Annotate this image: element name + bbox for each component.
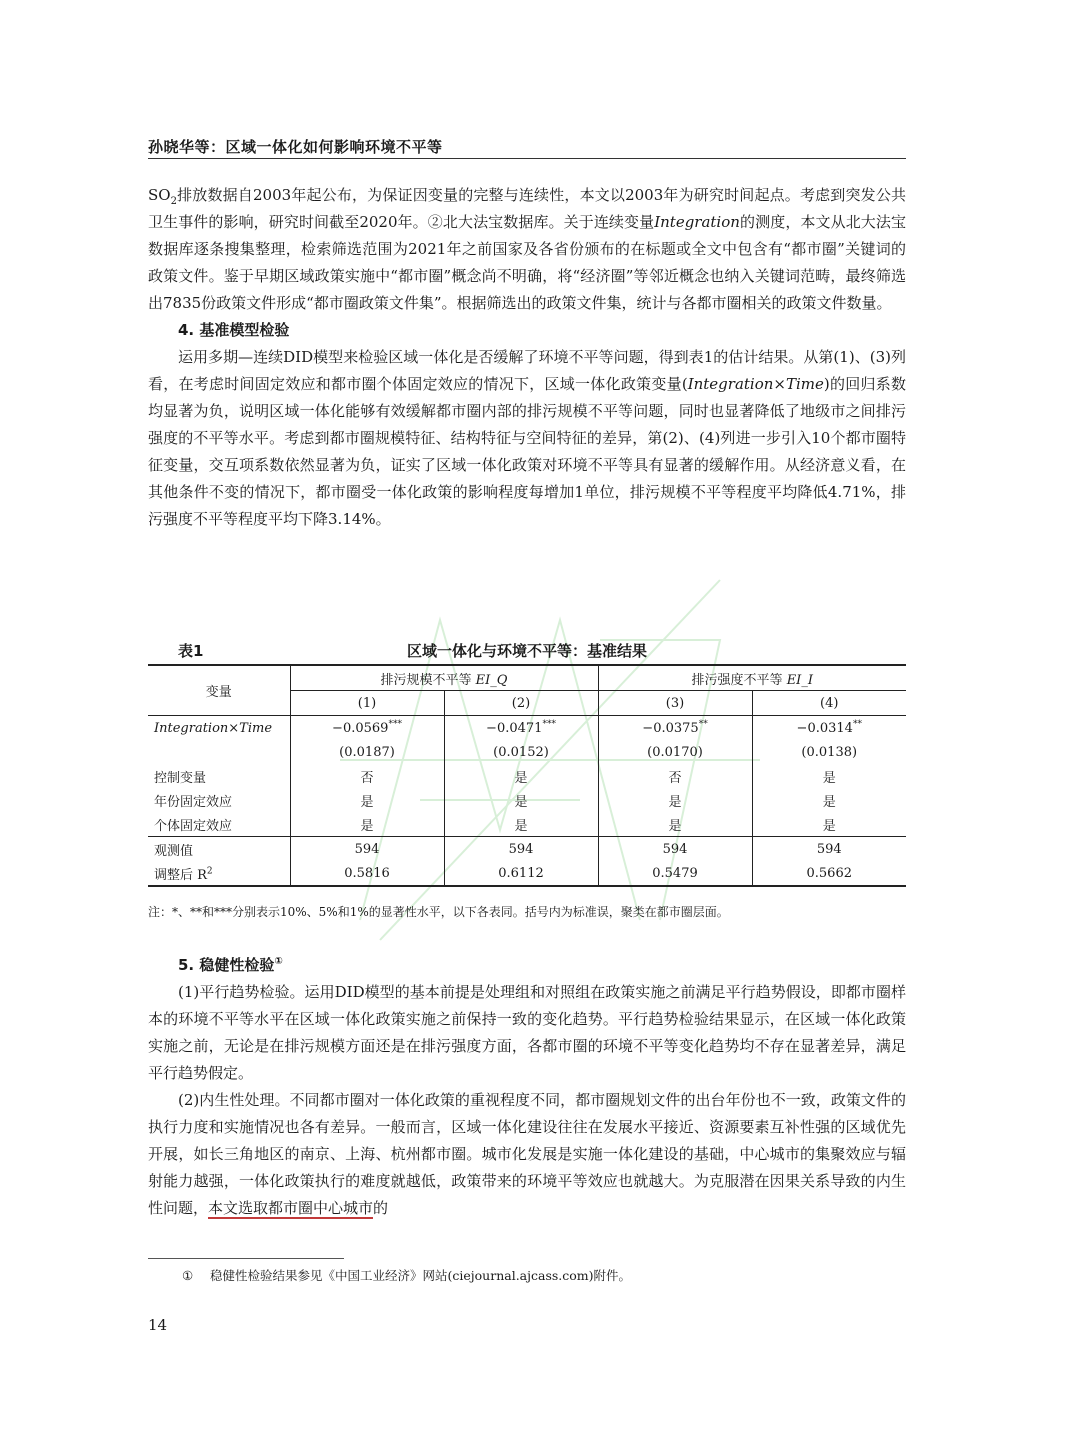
coef-row <box>148 716 906 741</box>
col-number: (3) <box>598 691 752 716</box>
running-header: 孙晓华等：区域一体化如何影响环境不平等 <box>148 138 443 156</box>
obs-row: 观测值 594 594 594 594 <box>148 837 906 862</box>
footnote-rule <box>148 1258 344 1259</box>
se-cell: (0.0138) <box>752 740 906 764</box>
group-header-eii: 排污强度不平等 EI_I <box>598 665 906 691</box>
table-title: 区域一体化与环境不平等：基准结果 <box>406 642 647 660</box>
group-header-eiq: 排污规模不平等 EI_Q <box>290 665 598 691</box>
page-number: 14 <box>148 1316 168 1334</box>
paragraph-endogeneity: (2)内生性处理。不同都市圈对一体化政策的重视程度不同，都市圈规划文件的出台年份也不一致，政策文件的执行力度和实施情况也各有差异。一般而言，区域一体化建设往往在发展水平接近、资源要素互补性强的区域优先开展，如长三角地区的南京、上海、杭州都市圈。城市化发展是实施一体化建设的基础，中心城市的集聚效应与辐射能力越强，一体化政策执行的难度就越低，政策带来的环境平等效应也就越大。为克服潜在因果关系导致的内生性问题，本文选取都市圈中心城市的 <box>148 1091 906 1217</box>
r2-row: 调整后 $R^2$ 0.5816 0.6112 0.5479 0.5662 <box>148 861 906 886</box>
se-row <box>148 740 906 764</box>
coef-cell: −0.0471*** <box>444 716 598 741</box>
coef-cell: −0.0375** <box>598 716 752 741</box>
coef-cell: −0.0314** <box>752 716 906 741</box>
table-caption <box>148 636 906 662</box>
coef-cell: −0.0569*** <box>290 716 444 741</box>
header-rule <box>148 158 906 159</box>
year-fe-row: 年份固定效应 是 是 是 是 <box>148 788 906 812</box>
paragraph-baseline: 运用多期—连续DID模型来检验区域一体化是否缓解了环境不平等问题，得到表1的估计结果。从第(1)、(3)列看，在考虑时间固定效应和都市圈个体固定效应的情况下，区域一体化政策变量(Integration×Time)的回归系数均显著为负，说明区域一体化能够有效缓解都市圈内部的排污规模不平等问题，同时也显著降低了地级市之间排污强度的不平等水平。考虑到都市圈规模特征、结构特征与空间特征的差异，第(2)、(4)列进一步引入10个都市圈特征变量，交互项系数依然显著为负，证实了区域一体化政策对环境不平等具有显著的缓解作用。从经济意义看，在其他条件不变的情况下，都市圈受一体化政策的影响程度每增加1单位，排污规模不平等程度平均降低4.71%，排污强度不平等程度平均下降3.14%。 <box>148 348 907 528</box>
section-robustness <box>148 952 906 1222</box>
section-heading-5: 5. 稳健性检验① <box>178 956 283 974</box>
se-cell: (0.0187) <box>290 740 444 764</box>
table-header-row <box>148 665 906 691</box>
entity-fe-row: 个体固定效应 是 是 是 是 <box>148 812 906 837</box>
se-cell: (0.0170) <box>598 740 752 764</box>
col-number: (4) <box>752 691 906 716</box>
main-var-label: Integration×Time <box>154 720 273 736</box>
red-underline-annotation: 本文选取都市圈中心城市 <box>208 1199 374 1217</box>
section-heading-4: 4. 基准模型检验 <box>178 321 290 339</box>
table-note: 注：*、**和***分别表示10%、5%和1%的显著性水平，以下各表同。括号内为标准误，聚类在都市圈层面。 <box>148 905 729 919</box>
se-cell: (0.0152) <box>444 740 598 764</box>
paragraph-parallel-trend: (1)平行趋势检验。运用DID模型的基本前提是处理组和对照组在政策实施之前满足平行趋势假设，即都市圈样本的环境不平等水平在区域一体化政策实施之前保持一致的变化趋势。平行趋势检验结果显示，在区域一体化政策实施之前，无论是在排污规模方面还是在排污强度方面，各都市圈的环境不平等变化趋势均不存在显著差异，满足平行趋势假定。 <box>148 983 906 1082</box>
paragraph-data-source: $SO_2$排放数据自2003年起公布，为保证因变量的完整与连续性，本文以2003年为研究时间起点。考虑到突发公共卫生事件的影响，研究时间截至2020年。②北大法宝数据库。关于连续变量Integration的测度，本文从北大法宝数据库逐条搜集整理，检索筛选范围为2021年之前国家及各省份颁布的在标题或全文中包含有“都市圈”关键词的政策文件。鉴于早期区域政策实施中“都市圈”概念尚不明确，将“经济圈”等邻近概念也纳入关键词范畴，最终筛选出7835份政策文件形成“都市圈政策文件集”。根据筛选出的政策文件集，统计与各都市圈相关的政策文件数量。 4. 基准模型检验 运用多期—连续DID模型来检验区域一体化是否缓解了环境不平等问题，得到表1的估计结果。从第(1)、(3)列看，在考虑时间固定效应和都市圈个体固定效应的情况下，区域一体化政策变量(Integration×Time)的回归系数均显著为负，说明区域一体化能够有效缓解都市圈内部的排污规模不平等问题，同时也显著降低了地级市之间排污强度的不平等水平。考虑到都市圈规模特征、结构特征与空间特征的差异，第(2)、(4)列进一步引入10个都市圈特征变量，交互项系数依然显著为负，证实了区域一体化政策对环境不平等具有显著的缓解作用。从经济意义看，在其他条件不变的情况下，都市圈受一体化政策的影响程度每增加1单位，排污规模不平等程度平均降低4.71%，排污强度不平等程度平均下降3.14%。 <box>148 182 906 533</box>
control-row: 控制变量 否 是 否 是 <box>148 764 906 788</box>
var-header: 变量 <box>148 665 290 716</box>
col-number: (1) <box>290 691 444 716</box>
table-label: 表1 <box>178 642 204 660</box>
footnote: ① 稳健性检验结果参见《中国工业经济》网站(ciejournal.ajcass.com)附件。 <box>182 1268 632 1283</box>
col-number: (2) <box>444 691 598 716</box>
results-table <box>148 664 906 887</box>
